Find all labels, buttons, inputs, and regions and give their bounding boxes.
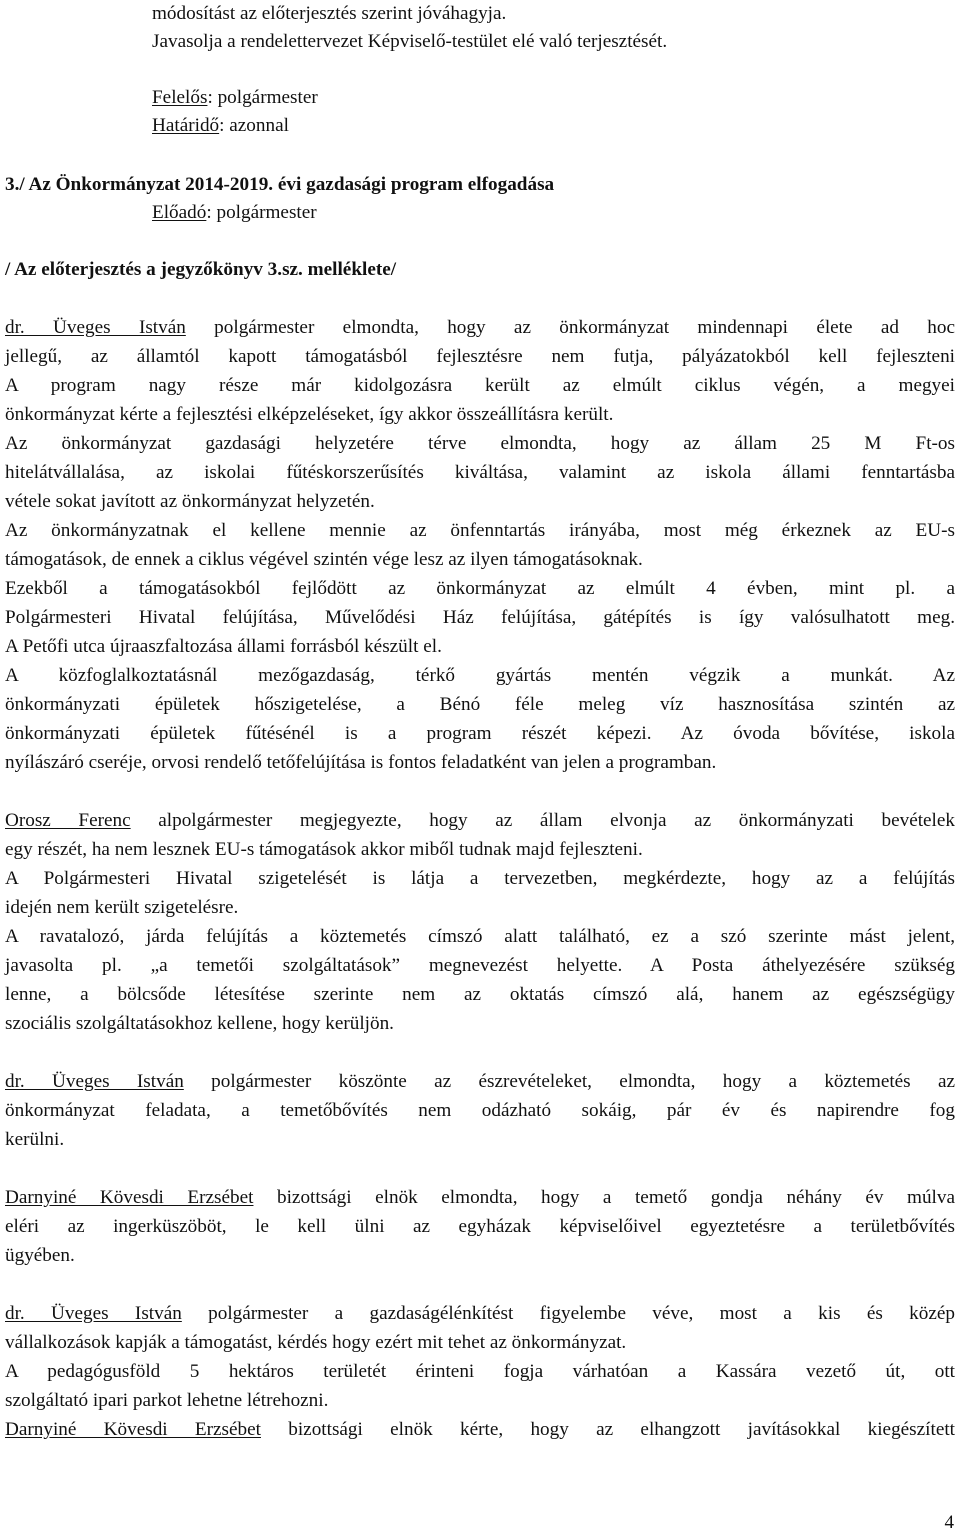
felelos-line xyxy=(152,86,318,110)
paragraph-line: önkormányzat kérte a fejlesztési elképzeléseket, így akkor összeállításra került. xyxy=(5,404,614,425)
eloado-value: : polgármester xyxy=(206,202,317,223)
intro-line: módosítást az előterjesztés szerint jóváhagyja. xyxy=(152,3,507,24)
paragraph-line: Orosz Ferenc alpolgármester megjegyezte, hogy az állam elvonja az önkormányzati bevételek xyxy=(5,810,955,831)
paragraph-line: A Petőfi utca újraaszfaltozása állami forrásból készült el. xyxy=(5,636,442,657)
eloado-label: Előadó xyxy=(152,202,207,223)
paragraph-line: hitelátvállalása, az iskolai fűtéskorszerűsítés kiváltása, valamint az iskola állami fenntartásba xyxy=(5,462,955,483)
paragraph-line: ügyében. xyxy=(5,1245,75,1266)
eloado-line xyxy=(152,201,317,225)
speaker-name: Darnyiné Kövesdi Erzsébet xyxy=(5,1187,254,1208)
paragraph-line: nyílászáró cseréje, orvosi rendelő tetőfelújítása is fontos feladatként van jelen a programban. xyxy=(5,752,717,773)
paragraph-line: kerülni. xyxy=(5,1129,65,1150)
hatarido-line xyxy=(152,114,289,138)
hatarido-label: Határidő xyxy=(152,115,220,136)
felelos-value: : polgármester xyxy=(207,87,318,108)
paragraph-line: A közfoglalkoztatásnál mezőgazdaság, térkő gyártás mentén végzik a munkát. Az xyxy=(5,665,955,686)
felelos-label: Felelős xyxy=(152,87,208,108)
paragraph-line: dr. Üveges István polgármester köszönte az észrevételeket, elmondta, hogy a köztemetés az xyxy=(5,1071,956,1092)
paragraph-line: Az önkormányzatnak el kellene mennie az önfenntartás irányába, most még érkeznek az EU-s xyxy=(5,520,955,541)
paragraph-line: vétele sokat javított az önkormányzat helyzetén. xyxy=(5,491,375,512)
paragraph-line: A Polgármesteri Hivatal szigetelését is látja a tervezetben, megkérdezte, hogy az a felújítás xyxy=(5,868,955,889)
paragraph-line: vállalkozások kapják a támogatást, kérdés hogy ezért mit tehet az önkormányzat. xyxy=(5,1332,627,1353)
paragraph-line: Az önkormányzat gazdasági helyzetére térve elmondta, hogy az állam 25 M Ft-os xyxy=(5,433,955,454)
paragraph-line: Darnyiné Kövesdi Erzsébet bizottsági elnök elmondta, hogy a temető gondja néhány év múlva xyxy=(5,1187,956,1208)
intro-line: Javasolja a rendelettervezet Képviselő-testület elé való terjesztését. xyxy=(152,31,668,52)
paragraph-line: önkormányzat feladata, a temetőbővítés nem odázható sokáig, pár év és napirendre fog xyxy=(5,1100,955,1121)
paragraph-line: A program nagy része már kidolgozásra került az elmúlt ciklus végén, a megyei xyxy=(5,375,955,396)
speaker-name: dr. Üveges István xyxy=(5,317,186,338)
page-number: 4 xyxy=(944,1512,954,1533)
paragraph-line: dr. Üveges István polgármester a gazdaságélénkítést figyelembe véve, most a kis és közép xyxy=(5,1303,956,1324)
paragraph-line: önkormányzati épületek hőszigetelése, a Bénó féle meleg víz hasznosítása szintén az xyxy=(5,694,955,715)
paragraph-line: jellegű, az államtól kapott támogatásból fejlesztésre nem futja, pályázatokból kell fejleszteni xyxy=(5,346,955,367)
paragraph-line: A ravatalozó, járda felújítás a köztemetés címszó alatt található, ez a szó szerinte mást jelent, xyxy=(5,926,955,947)
hatarido-value: : azonnal xyxy=(219,115,289,136)
speaker-name: dr. Üveges István xyxy=(5,1303,182,1324)
speaker-name: Orosz Ferenc xyxy=(5,810,131,831)
paragraph-line: javasolta pl. „a temetői szolgáltatások” megnevezést helyette. A Posta áthelyezésére szükség xyxy=(5,955,955,976)
paragraph-line: Ezekből a támogatásokból fejlődött az önkormányzat az elmúlt 4 évben, mint pl. a xyxy=(5,578,955,599)
paragraph-line: önkormányzati épületek fűtésénél is a program részét képezi. Az óvoda bővítése, iskola xyxy=(5,723,955,744)
paragraph-line: idején nem került szigetelésre. xyxy=(5,897,239,918)
paragraph-line: szociális szolgáltatásokhoz kellene, hogy kerüljön. xyxy=(5,1013,394,1034)
paragraph-line: támogatások, de ennek a ciklus végével szintén vége lesz az ilyen támogatásoknak. xyxy=(5,549,643,570)
paragraph-line: Darnyiné Kövesdi Erzsébet bizottsági elnök kérte, hogy az elhangzott javításokkal kiegészített xyxy=(5,1419,955,1440)
paragraph-line: Polgármesteri Hivatal felújítása, Művelődési Ház felújítása, gátépítés is így valósulhatott meg. xyxy=(5,607,955,628)
speaker-name: dr. Üveges István xyxy=(5,1071,184,1092)
paragraph-line: dr. Üveges István polgármester elmondta, hogy az önkormányzat mindennapi élete ad hoc xyxy=(5,317,956,338)
paragraph-line: A pedagógusföld 5 hektáros területét érinteni fogja várhatóan a Kassára vezető út, ott xyxy=(5,1361,955,1382)
agenda-title: 3./ Az Önkormányzat 2014-2019. évi gazdasági program elfogadása xyxy=(5,174,555,195)
speaker-name: Darnyiné Kövesdi Erzsébet xyxy=(5,1419,261,1440)
appendix-note: / Az előterjesztés a jegyzőkönyv 3.sz. melléklete/ xyxy=(5,259,397,280)
paragraph-line: egy részét, ha nem lesznek EU-s támogatások akkor miből tudnak majd fejleszteni. xyxy=(5,839,643,860)
paragraph-line: szolgáltató ipari parkot lehetne létrehozni. xyxy=(5,1390,329,1411)
paragraph-line: eléri az ingerküszöböt, le kell ülni az egyházak képviselőivel egyeztetésre a területbővítés xyxy=(5,1216,955,1237)
paragraph-line: lenne, a bölcsőde létesítése szerinte nem az oktatás címszó alá, hanem az egészségügy xyxy=(5,984,955,1005)
